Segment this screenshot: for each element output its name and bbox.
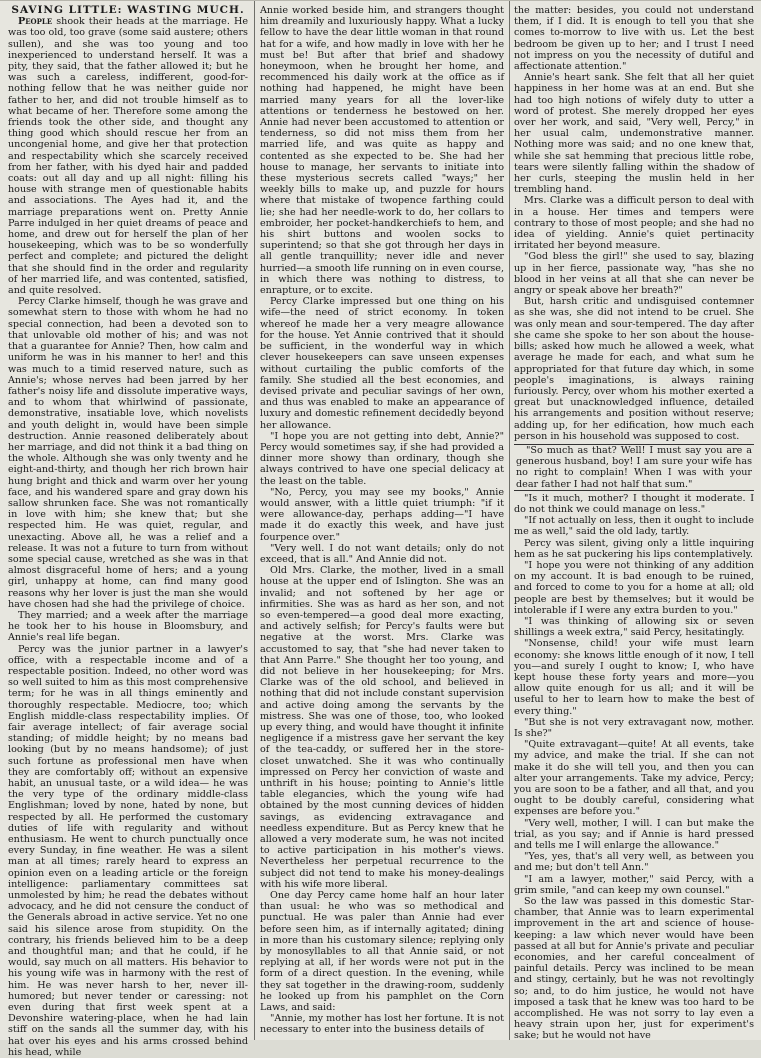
column-3 [514,5,754,1040]
paragraph: "But she is not very extravagant now, mother. Is she?" [514,716,754,739]
paragraph: Mrs. Clarke was a difficult person to deal with in a house. Her times and tempers were contrary to those of most people; and she had no idea of yielding. Annie's quiet pertinacity irritated her beyond measure. [514,195,754,252]
column-divider [254,1,255,1040]
paragraph: "I hope you were not thinking of any addition on my account. It is bad enough to be ruined, and forced to come to you for a home at all; old people are best by themselves; but it would be intolerable if I were any extra burden to you." [514,559,754,616]
paragraph: "I was thinking of allowing six or seven shillings a week extra," said Percy, hesitatingly. [514,615,754,639]
lead-word: People [18,16,53,28]
article-title: SAVING LITTLE: WASTING MUCH. [11,4,245,16]
paragraph: "Nonsense, child! your wife must learn economy: she knows little enough of it now, I tell you—and surely I ought to know; I, who have kept house these forty years and more—you allow quite enough for us all; and it will be useful to her to learn how to make the best of every thing." [514,638,754,717]
paragraph: Annie worked beside him, and strangers thought him dreamily and luxuriously happy. What a lucky fellow to have the dear little woman in that round hat for a wife, and how madly in love with her he must be! But after that brief and shadowy honeymoon, when he brought her home, and recommenced his daily work at the office as if nothing had happened, he might have been married many years for all the lover-like attentions or tenderness he bestowed on her. Annie had never been accustomed to attention or tenderness, so did not miss them from her married life, and was quite as happy and contented as she expected to be. She had her house to manage, her servants to initiate into these mysterious secrets called "ways;" her weekly bills to make up, and puzzle for hours where that mistake of twopence farthing could lie; she had her needle-work to do, her collars to embroider, her pocket-handkerchiefs to hem, and his shirt buttons and woolen socks to superintend; so that she got through her days in all gentle tranquillity; never idle and never hurried—a smooth life running on in even course, in which there was nothing to distress, to enrapture, or to excite. [260,5,504,297]
paragraph: They married; and a week after the marriage he took her to his house in Bloomsbury, and Annie's real life began. [8,609,248,644]
paragraph: "Yes, yes, that's all very well, as between you and me; but don't tell Ann." [514,851,754,874]
paragraph: One day Percy came home half an hour later than usual: he who was so methodical and punctual. He was paler than Annie had ever before seen him, as if internally agitated; dining in more than his customary silence; replying only by monosyllables to all that Annie said, or not replying at all, if her words were not put in the form of a direct question. In the evening, while they sat together in the drawing-room, suddenly he looked up from his pamphlet on the Corn Laws, and said: [260,890,504,1014]
paragraph: "If not actually on less, then it ought to include me as well," said the old lady, tartly. [514,515,754,538]
paragraph: "I hope you are not getting into debt, Annie?" Percy would sometimes say, if she had provided a dinner more showy than ordinary, though she always contrived to have one special delicacy at the least on the table. [260,430,504,487]
column-1 [8,4,248,1058]
paragraph [8,16,248,296]
paragraph: "Is it much, mother? I thought it moderate. I do not think we could manage on less." [514,492,754,515]
paragraph: "Very well. I do not want details; only do not exceed, that is all." And Annie did not. [260,542,504,565]
paragraph: "Quite extravagant—quite! At all events, take my advice, and make the trial. If she can not make it do she will tell you, and then you can alter your arrangements. Take my advice, Percy; you are soon to be a father, and all that, and you ought to be doubly careful, considering what expenses are before you." [514,739,754,818]
column-2 [260,5,504,1040]
paragraph: "Very well, mother, I will. I can but make the trial, as you say; and if Annie is hard pressed and tells me I will enlarge the allowance." [514,817,754,852]
paragraph: But, harsh critic and undisguised contemner as she was, she did not intend to be cruel. She was only mean and sour-tempered. The day after she came she spoke to her son about the house-bills; asked how much he allowed a week, what average he made for each, and what sum he appropriated for that future day which, in some people's imaginations, is always raining furiously. Percy, over whom his mother exerted a great but unacknowledged influence, detailed his arrangements and position without reserve; adding up, for her edification, how much each person in his household was supposed to cost. [514,296,754,442]
paragraph: the matter: besides, you could not understand them, if I did. It is enough to tell you that she comes to-morrow to live with us. Let the best bedroom be given up to her; and I trust I need not impress on you the necessity of dutiful and affectionate attention." [514,5,754,73]
paragraph: Percy Clarke impressed but one thing on his wife—the need of strict economy. In token whereof he made her a very meagre allowance for the house. Yet Annie contrived that it should be sufficient, in the wonderful way in which clever housekeepers can save unseen expenses without curtailing the public comforts of the family. She studied all the best economies, and devised private and peculiar savings of her own, and thus was enabled to make an appearance of luxury and domestic refinement decidedly beyond her allowance. [260,296,504,431]
paragraph: "I am a lawyer, mother," said Percy, with a grim smile, "and can keep my own counsel." [514,873,754,896]
paragraph: Percy Clarke himself, though he was grave and somewhat stern to those with whom he had no special connection, had been a devoted son to that unlovable old mother of his; and was not that a guarantee for Annie? Then, how calm and uniform he was in his manner to her! and this was much to a timid reserved nature, such as Annie's; whose nerves had been jarred by her father's noisy life and dissolute imperative ways, and to whom that whirlwind of passionate, demonstrative, insatiable love, which novelists and youth delight in, would have been simple destruction. Annie reasoned deliberately about her marriage, and did not think it a bad thing on the whole. Although she was only twenty and he eight-and-thirty, and though her rich brown hair hung bright and thick and warm over her young face, and his wandered spare and gray down his sallow shrunken face. She was not romantically in love with him; she knew that; but she respected him. He was quiet, regular, and unexacting. Above all, he was a relief and a release. It was not a future to turn from without some special cause, wretched as she was in that almost disgraceful home of hers; and a young girl, unhappy at home, can find many good reasons why her lover is just the man she would have chosen had she had the privilege of choice. [8,296,248,610]
paragraph: "God bless the girl!" she used to say, blazing up in her fierce, passionate way, "has she no blood in her veins at all that she can never be angry or speak above her breath?" [514,251,754,297]
paragraph: "So much as that? Well! I must say you are a generous husband, boy! I am sure your wife has no right to complain! When I was with your dear father I had not half that sum." [516,444,752,490]
paragraph: "Annie, my mother has lost her fortune. It is not necessary to enter into the business details of [260,1013,504,1036]
paragraph-text: shook their heads at the marriage. He was too old, too grave (some said austere; others sullen), and she was too young and too inexperienced to understand herself. It was a pity, they said, that the father allowed it; but he was such a careless, indifferent, good-for-nothing fellow that he was neither guide nor father to her, and did not trouble himself as to what became of her. Therefore some among the friends took the other side, and thought any thing good which should rescue her from an uncongenial home, and give her that protection and respectability which she scarcely received from her father, with his dyed hair and padded coats: out all day and up all night: filling his house with strange men of questionable habits and associations. The Ayes had it, and the marriage preparations went on. Pretty Annie Parre indulged in her quiet dreams of peace and home, and drew out for herself the plan of her housekeeping, which was to be so wonderfully perfect and complete; and pictured the delight that she should find in the order and regularity of her married life, and was contented, satisfied, and quite resolved. [8,16,248,297]
paragraph: "No, Percy, you may see my books," Annie would answer, with a little quiet triumph: "if it were allowance-day, perhaps adding—"I have made it do exactly this week, and have just fourpence over." [260,486,504,543]
paragraph: Percy was the junior partner in a lawyer's office, with a respectable income and of a respectable position. Indeed, no other word was so well suited to him as this most comprehensive term; for he was in all things eminently and thoroughly respectable. Mediocre, too; which English middle-class respectability implies. Of fair average intellect; of fair average social standing; of middle height; by no means bad looking (but by no means handsome); of just such fortune as professional men have when they are comfortably off; without an expensive habit, an unusual taste, or a wild idea— he was the very type of the ordinary middle-class Englishman; loved by none, hated by none, but respected by all. He performed the customary duties of life with regularity and without enthusiasm. He went to church punctually once every Sunday, in fine weather. He was a silent man at all times; rarely heard to express an opinion even on a leading article or the foreign intelligence: parliamentary committees sat unmolested by him; he read the debates without advocacy, and he did not censure the conduct of the Generals abroad in active service. Yet no one said his silence arose from stupidity. On the contrary, his friends believed him to be a deep and thoughtful man; and that he could, if he would, say much on all matters. His behavior to his young wife was in harmony with the rest of him. He was never harsh to her, never ill-humored; but never tender or caressing: not even during that first week spent at a Devonshire watering-place, when he had lain stiff on the sands all the summer day, with his hat over his eyes and his arms crossed behind his head, while [8,643,248,1058]
paragraph: Percy was silent, giving only a little inquiring hem as he sat puckering his lips contemplatively. [514,537,754,560]
paragraph: Annie's heart sank. She felt that all her quiet happiness in her home was at an end. But she had too high notions of wifely duty to utter a word of protest. She merely dropped her eyes over her work, and said, "Very well, Percy," in her usual calm, undemonstrative manner. Nothing more was said; and no one knew that, while she sat hemming that precious little robe, tears were silently falling within the shadow of her curls, steeping the muslin held in her trembling hand. [514,72,754,196]
boxed-quote [514,444,754,491]
paragraph: Old Mrs. Clarke, the mother, lived in a small house at the upper end of Islington. She was an invalid; and not softened by her age or infirmities. She was as hard as her son, and not so even-tempered—a good deal more exacting, and actively selfish; for Percy's faults were but negative at the worst. Mrs. Clarke was accustomed to say, that "she had never taken to that Ann Parre." She thought her too young, and did not believe in her housekeeping; for Mrs. Clarke was of the old school, and believed in nothing that did not include constant supervision and active doing among the servants by the mistress. She was one of those, too, who looked up every thing, and would have thought it infinite negligence if a mistress gave her servant the key of the tea-caddy, or suffered her in the store-closet unwatched. She it was who continually impressed on Percy her conviction of waste and unthrift in his house; pointing to Annie's little table elegancies, which the young wife had obtained by the most cunning devices of hidden savings, as evidencing extravagance and needless expenditure. But as Percy knew that he allowed a very moderate sum, he was not incited to active participation in his mother's views. Nevertheless her perpetual recurrence to the subject did not tend to make his money-dealings with his wife more liberal. [260,565,504,890]
column-divider [509,1,510,1040]
paragraph: So the law was passed in this domestic Star-chamber, that Annie was to learn experimental improvement in the art and science of house-keeping: a law which never would have been passed at all but for Annie's private and peculiar economies, and her careful concealment of painful details. Percy was inclined to be mean and stingy, certainly, but he was not revoltingly so; and, to do him justice, he would not have imposed a task that he knew was too hard to be accomplished. He was not sorry to lay even a heavy strain upon her, just for experiment's sake; but he would not have [514,896,754,1042]
